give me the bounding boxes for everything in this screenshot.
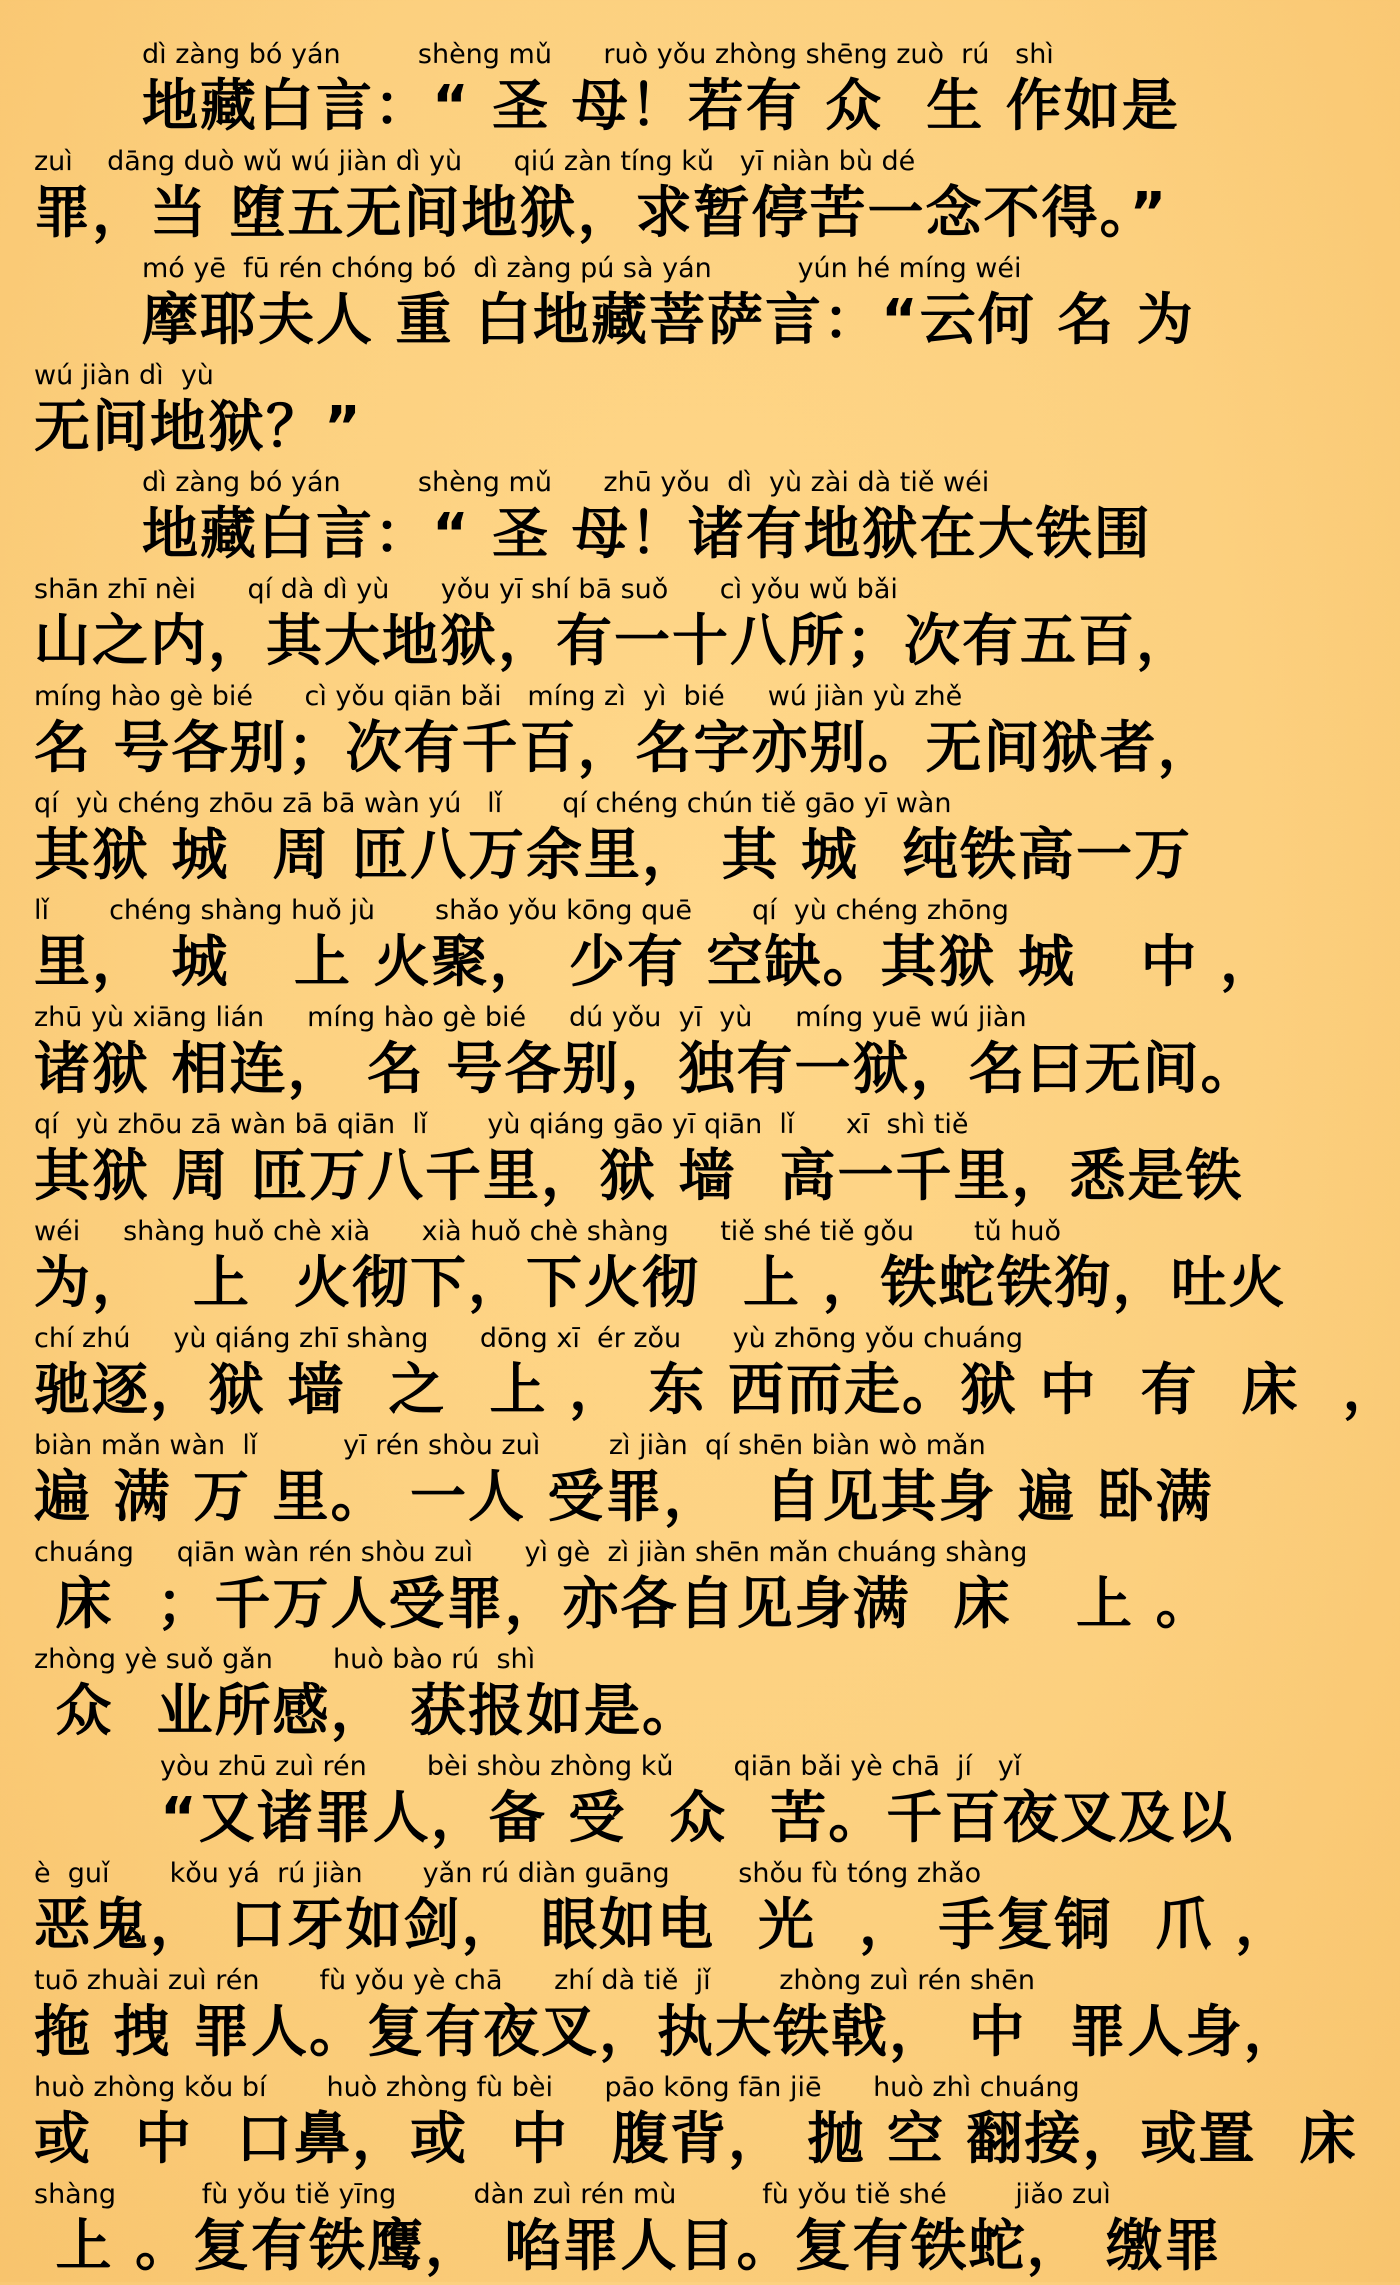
pinyin-row: míng hào gè bié cì yǒu qiān bǎi míng zì yì bié wú jiàn yù zhě bbox=[34, 681, 963, 712]
pinyin-row: yòu zhū zuì rén bèi shòu zhòng kǔ qiān bǎi yè chā jí yǐ bbox=[160, 1751, 1022, 1782]
text-line-8 bbox=[34, 787, 1192, 894]
text-line-18 bbox=[34, 1857, 1293, 1964]
hanzi-row: 众 业所感， 获报如是。 bbox=[34, 1679, 700, 1744]
pinyin-row: zhū yù xiāng lián míng hào gè bié dú yǒu yī yù míng yuē wú jiàn bbox=[34, 1002, 1027, 1033]
pinyin-row: biàn mǎn wàn lǐ yī rén shòu zuì zì jiàn qí shēn biàn wò mǎn bbox=[34, 1430, 986, 1461]
pinyin-row: qí yù zhōu zā wàn bā qiān lǐ yù qiáng gāo yī qiān lǐ xī shì tiě bbox=[34, 1109, 969, 1140]
hanzi-row: 地藏白言：“ 圣 母！诸有地狱在大铁围 bbox=[142, 502, 1152, 567]
hanzi-row: 或 中 口鼻，或 中 腹背， 抛 空 翻接，或置 床 bbox=[34, 2107, 1358, 2172]
pinyin-row: lǐ chéng shàng huǒ jù shǎo yǒu kōng quē qí yù chéng zhōng bbox=[34, 895, 1009, 926]
pinyin-row: tuō zhuài zuì rén fù yǒu yè chā zhí dà tiě jǐ zhòng zuì rén shēn bbox=[34, 1965, 1035, 1996]
text-line-6 bbox=[34, 573, 1194, 680]
hanzi-row: “又诸罪人，备 受 众 苦。千百夜叉及以 bbox=[160, 1786, 1235, 1851]
text-line-2 bbox=[34, 145, 1169, 252]
pinyin-row: chí zhú yù qiáng zhī shàng dōng xī ér zǒu yù zhōng yǒu chuáng bbox=[34, 1323, 1023, 1354]
hanzi-row: 拖 拽 罪人。复有夜叉，执大铁戟， 中 罪人身， bbox=[34, 2000, 1302, 2065]
hanzi-row: 床 ；千万人受罪，亦各自见身满 床 上 。 bbox=[34, 1572, 1214, 1637]
text-line-9 bbox=[34, 894, 1278, 1001]
hanzi-row: 上 。复有铁鹰， 啗罪人目。复有铁蛇， 缴罪 bbox=[34, 2214, 1222, 2279]
text-line-5 bbox=[34, 466, 1152, 573]
text-line-7 bbox=[34, 680, 1216, 787]
hanzi-row: 恶鬼， 口牙如剑， 眼如电 光 ， 手复铜 爪 ， bbox=[34, 1893, 1293, 1958]
text-line-19 bbox=[34, 1964, 1302, 2071]
text-line-4 bbox=[34, 359, 1046, 466]
hanzi-row: 其狱 城 周 匝八万余里， 其 城 纯铁高一万 bbox=[34, 823, 1192, 888]
text-line-3 bbox=[34, 252, 1195, 359]
text-line-12 bbox=[34, 1215, 1287, 1322]
hanzi-row: 名 号各别；次有千百，名字亦别。无间狱者， bbox=[34, 716, 1216, 781]
pinyin-row: shàng fù yǒu tiě yīng dàn zuì rén mù fù yǒu tiě shé jiǎo zuì bbox=[34, 2179, 1111, 2210]
text-line-11 bbox=[34, 1108, 1244, 1215]
hanzi-row: 为， 上 火彻下，下火彻 上 ，铁蛇铁狗，吐火 bbox=[34, 1251, 1287, 1316]
text-line-17 bbox=[34, 1750, 1235, 1857]
hanzi-row: 无间地狱？” bbox=[34, 395, 363, 460]
text-line-10 bbox=[34, 1001, 1259, 1108]
pinyin-row: wú jiàn dì yù bbox=[34, 360, 214, 391]
hanzi-row: 诸狱 相连， 名 号各别，独有一狱，名曰无间。 bbox=[34, 1037, 1259, 1102]
pinyin-row: mó yē fū rén chóng bó dì zàng pú sà yán yún hé míng wéi bbox=[142, 253, 1022, 284]
hanzi-row: 里， 城 上 火聚， 少有 空缺。其狱 城 中 ， bbox=[34, 930, 1278, 995]
pinyin-row: wéi shàng huǒ chè xià xià huǒ chè shàng tiě shé tiě gǒu tǔ huǒ bbox=[34, 1216, 1062, 1247]
text-line-20 bbox=[34, 2071, 1358, 2178]
text-line-14 bbox=[34, 1429, 1214, 1536]
text-line-13 bbox=[34, 1322, 1400, 1429]
text-line-15 bbox=[34, 1536, 1214, 1643]
hanzi-row: 其狱 周 匝万八千里，狱 墙 高一千里，悉是铁 bbox=[34, 1144, 1244, 1209]
pinyin-row: chuáng qiān wàn rén shòu zuì yì gè zì jiàn shēn mǎn chuáng shàng bbox=[34, 1537, 1028, 1568]
pinyin-row: qí yù chéng zhōu zā bā wàn yú lǐ qí chéng chún tiě gāo yī wàn bbox=[34, 788, 952, 819]
pinyin-row: zuì dāng duò wǔ wú jiàn dì yù qiú zàn tíng kǔ yī niàn bù dé bbox=[34, 146, 916, 177]
text-line-1 bbox=[34, 38, 1180, 145]
hanzi-row: 山之内，其大地狱，有一十八所；次有五百， bbox=[34, 609, 1194, 674]
pinyin-row: shān zhī nèi qí dà dì yù yǒu yī shí bā suǒ cì yǒu wǔ bǎi bbox=[34, 574, 898, 605]
pinyin-row: è guǐ kǒu yá rú jiàn yǎn rú diàn guāng shǒu fù tóng zhǎo bbox=[34, 1858, 982, 1889]
hanzi-row: 遍 满 万 里。 一人 受罪， 自见其身 遍 卧满 bbox=[34, 1465, 1214, 1530]
hanzi-row: 罪，当 堕五无间地狱，求暂停苦一念不得。” bbox=[34, 181, 1169, 246]
hanzi-row: 驰逐，狱 墙 之 上 ， 东 西而走。狱 中 有 床 ， bbox=[34, 1358, 1400, 1423]
text-line-16 bbox=[34, 1643, 1046, 1750]
pinyin-row: huò zhòng kǒu bí huò zhòng fù bèi pāo kōng fān jiē huò zhì chuáng bbox=[34, 2072, 1080, 2103]
hanzi-row: 摩耶夫人 重 白地藏菩萨言：“云何 名 为 bbox=[142, 288, 1195, 353]
text-line-21 bbox=[34, 2178, 1222, 2285]
hanzi-row: 地藏白言：“ 圣 母！若有 众 生 作如是 bbox=[142, 74, 1180, 139]
pinyin-row: zhòng yè suǒ gǎn huò bào rú shì bbox=[34, 1644, 536, 1675]
pinyin-row: dì zàng bó yán shèng mǔ ruò yǒu zhòng shēng zuò rú shì bbox=[142, 39, 1054, 70]
pinyin-row: dì zàng bó yán shèng mǔ zhū yǒu dì yù zài dà tiě wéi bbox=[142, 467, 990, 498]
